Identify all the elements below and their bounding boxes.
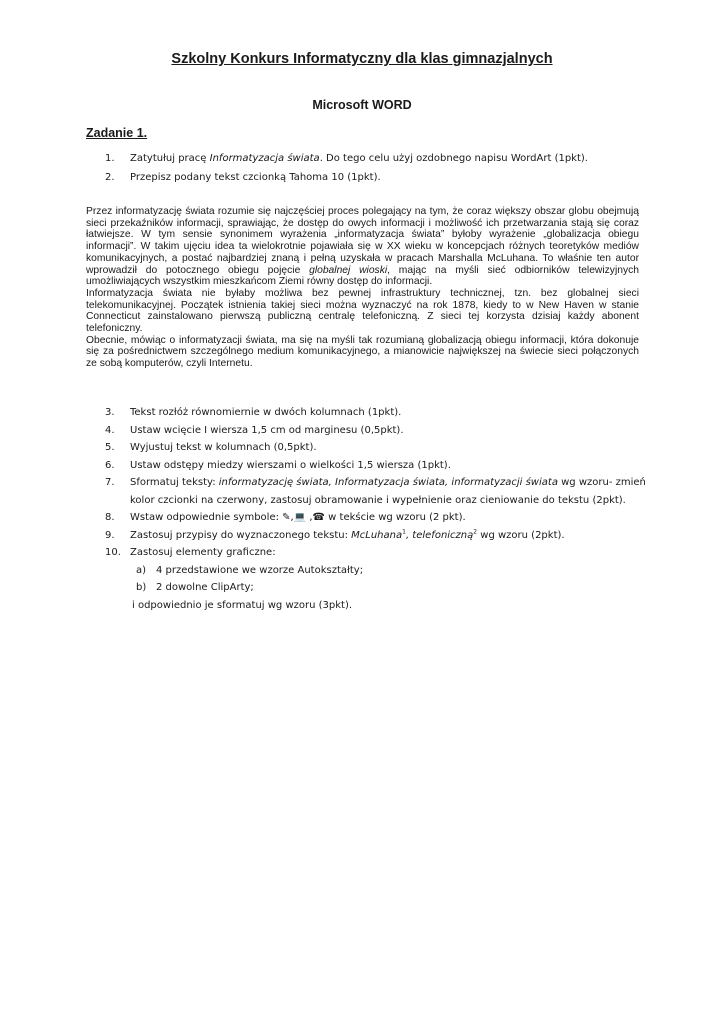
document-subtitle: Microsoft WORD xyxy=(312,98,412,112)
list-item xyxy=(86,404,646,422)
list-trailer-text: i odpowiednio je sformatuj wg wzoru (3pkt). xyxy=(132,599,353,611)
list-text-italic: , xyxy=(405,529,413,541)
paragraph-3: Obecnie, mówiąc o informatyzacji świata, ma się na myśli tak rozumianą globalizacją obiegu informacji, która dokonuje się za pośrednictwem szczególnego medium komunikacyjnego, a mianowicie największej na świecie sieci połączonych ze sobą komputerów, czyli Internetu. xyxy=(86,334,639,370)
list-text: Ustaw wcięcie I wiersza 1,5 cm od marginesu (0,5pkt). xyxy=(130,424,404,436)
list-text: wg wzoru (2pkt). xyxy=(477,529,565,541)
footnote-mark: 1 xyxy=(402,528,406,536)
list-text-italic: McLuhana xyxy=(351,529,403,541)
task-heading: Zadanie 1. xyxy=(86,126,148,140)
sub-list-item xyxy=(130,579,646,597)
list-item xyxy=(86,527,646,545)
list-text: Zastosuj elementy graficzne: xyxy=(130,547,276,558)
document-title: Szkolny Konkurs Informatyczny dla klas gimnazjalnych xyxy=(171,51,553,67)
list-number: 9. xyxy=(105,529,115,541)
list-text: Zastosuj przypisy do wyznaczonego tekstu: xyxy=(130,529,352,541)
list-text: Wyjustuj tekst w kolumnach (0,5pkt). xyxy=(130,442,317,453)
list-number: 4. xyxy=(105,424,115,436)
list-text: Zatytułuj pracę xyxy=(130,153,210,164)
list-number: 8. xyxy=(105,512,115,523)
sub-list xyxy=(130,562,646,597)
list-item xyxy=(86,171,646,184)
list-text-italic: telefoniczną xyxy=(412,529,474,541)
list-number: 10. xyxy=(105,547,121,558)
list-item xyxy=(86,457,646,475)
sub-list-text: 2 dowolne ClipArty; xyxy=(156,582,254,593)
sub-list-text: 4 przedstawione we wzorze Autokształty; xyxy=(156,564,364,576)
paragraph-italic: globalnej wioski xyxy=(309,264,388,276)
list-text: Wstaw odpowiednie symbole: xyxy=(130,512,283,523)
list-text: Tekst rozłóż równomiernie w dwóch kolumnach (1pkt). xyxy=(130,407,402,418)
body-text xyxy=(86,206,639,370)
list-text: Przepisz podany tekst czcionką Tahoma 10 (1pkt). xyxy=(130,172,381,183)
list-text: w tekście wg wzoru (2 pkt). xyxy=(324,512,466,523)
list-number: 6. xyxy=(105,459,115,471)
list-text-italic: informatyzację świata, Informatyzacja świata, informatyzacji świata xyxy=(218,477,558,488)
list-text: . Do tego celu użyj ozdobnego napisu WordArt (1pkt). xyxy=(319,153,588,164)
list-number: 7. xyxy=(105,477,115,488)
list-item xyxy=(86,474,646,509)
paragraph-text: Przez informatyzację świata rozumie się najczęściej proces polegający na tym, że coraz większy obszar globu obejmują sieci przekaźników informacji, sprawiając, że dostęp do owych informacji i możliwość ich przetwarzania stają się coraz łatwiejsze. W tym sensie synonimem wyrażenia „informatyzacja świata” byłoby wyrażenie „globalizacja obiegu informacji”. W takim ujęciu idea ta wielokrotnie pojawiała się w XX wieku w koncepcjach różnych teoretyków mediów komunikacyjnych, a postać najbardziej znaną i pełną uzyskała w pracach Marshalla McLuhana. To właśnie ten autor wprowadził do potocznego obiegu pojęcie xyxy=(86,206,639,276)
list-number: 2. xyxy=(105,172,115,183)
list-number: 1. xyxy=(105,153,115,164)
footnote-mark: 2 xyxy=(473,528,478,536)
list-number: 5. xyxy=(105,442,115,453)
list-item xyxy=(86,439,646,457)
list-item xyxy=(86,152,646,165)
symbols-icon: ✎,💻 ,☎ xyxy=(282,512,325,523)
list-text: Ustaw odstępy miedzy wierszami o wielkości 1,5 wiersza (1pkt). xyxy=(130,459,451,471)
task-list-second xyxy=(86,404,646,614)
list-text: wg wzoru- zmień kolor czcionki na czerwony, zastosuj obramowanie i wypełnienie oraz cieniowanie do tekstu (2pkt). xyxy=(130,477,646,506)
list-item xyxy=(86,509,646,527)
sub-list-letter: b) xyxy=(136,582,147,593)
sub-list-letter: a) xyxy=(136,564,147,576)
sub-list-item xyxy=(130,562,646,580)
list-number: 3. xyxy=(105,407,115,418)
list-text: Sformatuj teksty: xyxy=(130,477,219,488)
task-list-first xyxy=(86,152,646,190)
paragraph-2: Informatyzacja świata nie byłaby możliwa bez pewnej infrastruktury technicznej, tzn. bez globalnej sieci telekomunikacyjnej. Początek istnienia takiej sieci można wyznaczyć na rok 1878, kiedy to w New Haven w stanie Connecticut zainstalowano pierwszą publiczną centralę telefoniczną. Z sieci tej korzysta dzisiaj każdy abonent telefoniczny. xyxy=(86,287,639,335)
list-item xyxy=(86,544,646,614)
paragraph-text: , mając na myśli sieć odbiorników telewizyjnych umożliwiających wszystkim mieszkańcom Ziemi równy dostęp do informacji. xyxy=(86,264,639,288)
list-text-italic: Informatyzacja świata xyxy=(209,153,320,164)
list-item xyxy=(86,422,646,440)
paragraph-1 xyxy=(86,206,639,288)
